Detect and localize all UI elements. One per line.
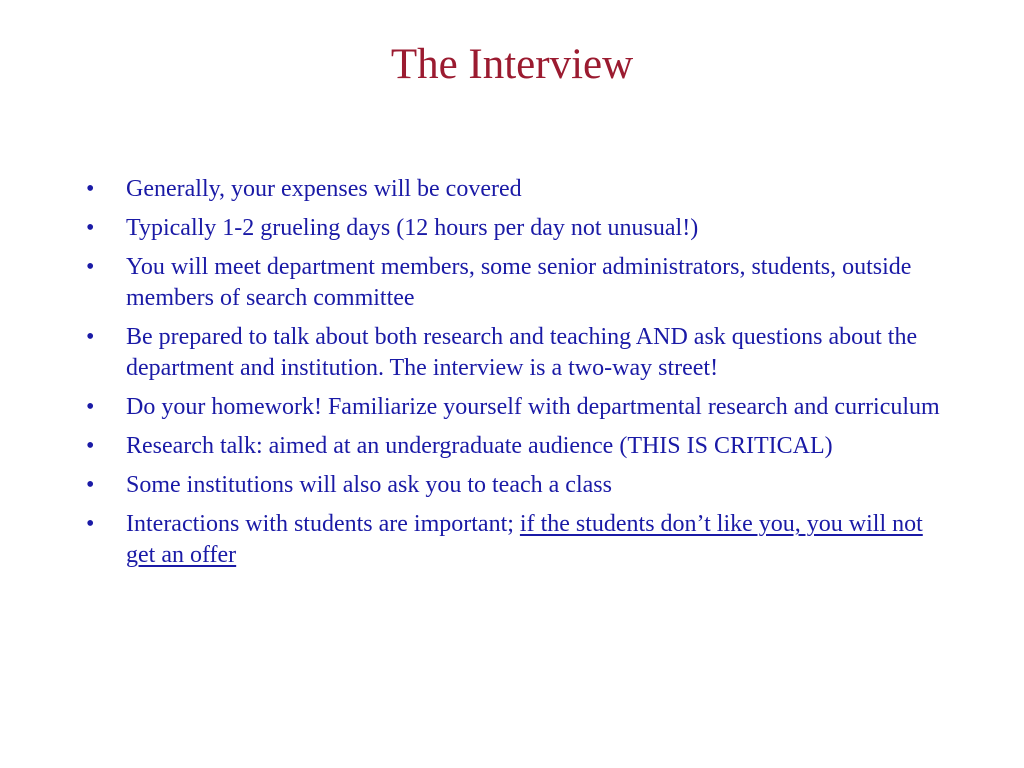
bullet-text-underlined: if the students don’t like you, you will not get an offer <box>126 511 923 568</box>
bullet-item <box>86 470 946 501</box>
bullet-text: You will meet department members, some senior administrators, students, outside members of search committee <box>126 254 912 311</box>
bullet-icon: • <box>86 176 95 202</box>
bullet-text: Generally, your expenses will be covered <box>126 176 522 202</box>
bullet-item <box>86 213 946 244</box>
bullet-item <box>86 174 946 205</box>
bullet-text: Be prepared to talk about both research and teaching AND ask questions about the department and institution. The interview is a two-way street! <box>126 324 918 381</box>
bullet-item <box>86 509 946 571</box>
bullet-text-plain: Interactions with students are important; <box>126 511 520 537</box>
bullet-item <box>86 431 946 462</box>
bullet-icon: • <box>86 254 95 280</box>
bullet-icon: • <box>86 215 95 241</box>
bullet-text: Typically 1-2 grueling days (12 hours per day not unusual!) <box>126 215 699 241</box>
bullet-item <box>86 252 946 314</box>
bullet-item <box>86 392 946 423</box>
bullet-icon: • <box>86 324 95 350</box>
bullet-icon: • <box>86 433 95 459</box>
bullet-text: Some institutions will also ask you to teach a class <box>126 472 612 498</box>
slide-title: The Interview <box>390 41 634 88</box>
bullet-icon: • <box>86 394 95 420</box>
bullet-icon: • <box>86 511 95 537</box>
bullet-icon: • <box>86 472 95 498</box>
bullet-text: Do your homework! Familiarize yourself with departmental research and curriculum <box>126 394 940 420</box>
bullet-list <box>86 174 946 579</box>
bullet-item <box>86 322 946 384</box>
bullet-text: Research talk: aimed at an undergraduate audience (THIS IS CRITICAL) <box>126 433 833 459</box>
